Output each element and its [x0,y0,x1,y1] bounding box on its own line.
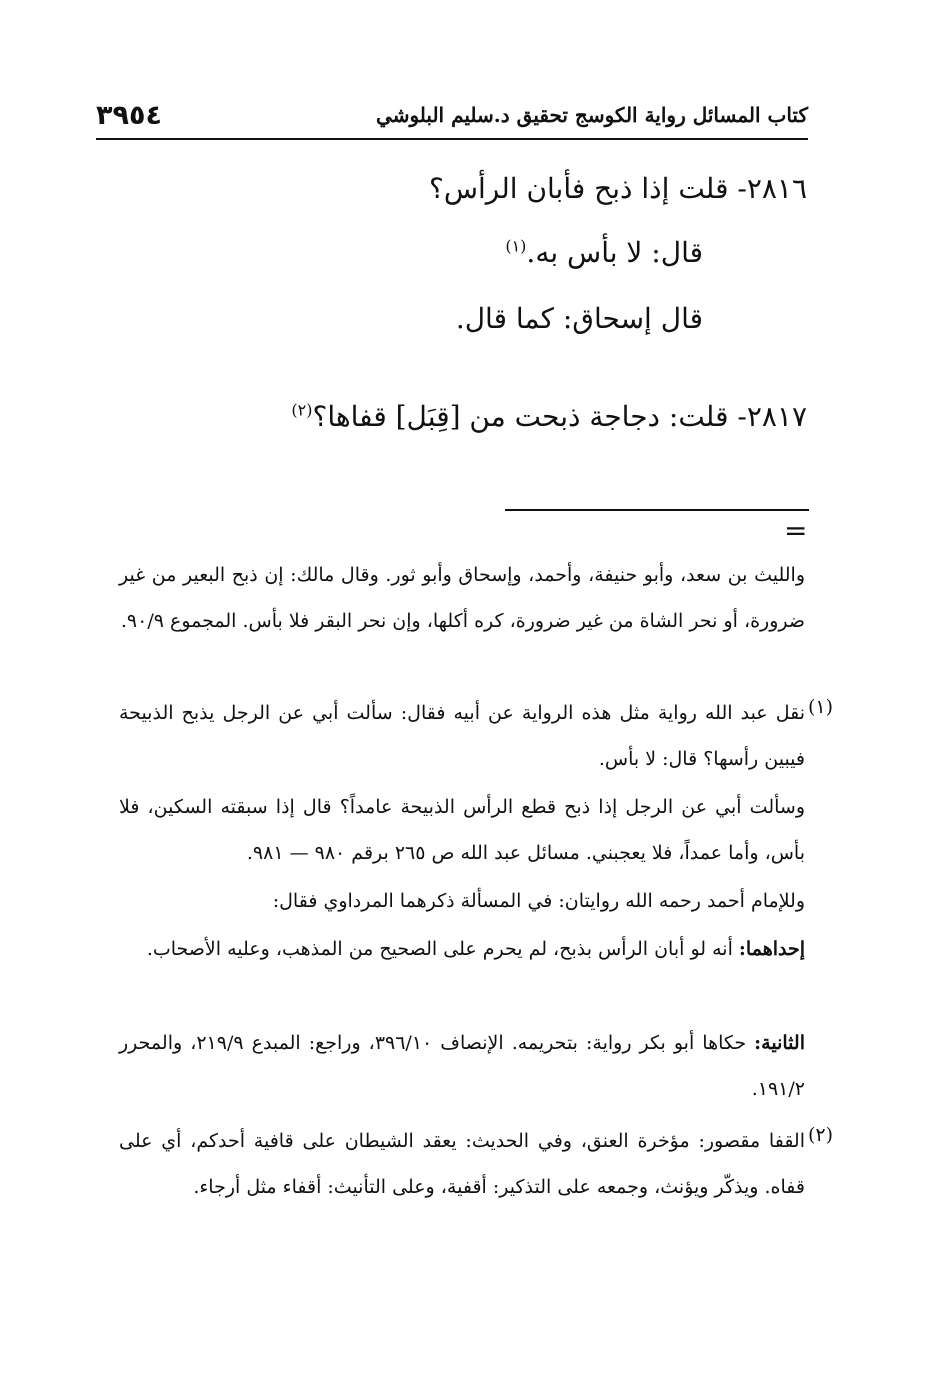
answer-2816 [505,236,703,269]
ishaq-2816 [456,302,703,335]
label-first: إحداهما: [738,938,805,960]
footnote-marker-2: (٢) [807,1124,833,1146]
footnote-1-p3: وللإمام أحمد رحمه الله روايتان: في المسألة ذكرهما المرداوي فقال: [272,890,805,912]
footnote-1-p5 [119,1020,805,1112]
page-header [96,92,808,140]
footnote-continuation: والليث بن سعد، وأبو حنيفة، وأحمد، وإسحاق وأبو ثور. وقال مالك: إن ذبح البعير من غير ضرورة، أو نحر الشاة من غير ضرورة، كره أكلها، وإن نحر البقر فلا بأس. المجموع ٩٠/٩. [119,564,805,632]
footnote-ref-2[interactable]: (٢) [291,400,313,420]
book-title: كتاب المسائل رواية الكوسج تحقيق د.سليم البلوشي [376,103,808,127]
footnote-2-text: القفا مقصور: مؤخرة العنق، وفي الحديث: يعقد الشيطان على قافية أحدكم، أي على قفاه. ويذكّر ويؤنث، وجمعه على التذكير: أقفية، وعلى التأنيث: أقفاء مثل أرجاء. [119,1130,805,1198]
footnote-ref-1[interactable]: (١) [505,236,527,256]
footnote-separator [505,509,809,511]
question-number: ٢٨١٧- [737,400,807,433]
question-2817 [291,400,807,433]
question-2816 [429,172,807,205]
footnote-1-p2: وسألت أبي عن الرجل إذا ذبح قطع الرأس الذبيحة عامداً؟ قال إذا سبقته السكين، فلا بأس، وأما عمداً، فلا يعجبني. مسائل عبد الله ص ٢٦٥ برقم ٩٨٠ — ٩٨١. [119,796,805,864]
question-text: قلت: دجاجة ذبحت من [قِبَل] قفاها؟ [312,400,729,433]
answer-text: قال: لا بأس به. [526,236,703,269]
footnote-1-p5-text: حكاها أبو بكر رواية: بتحريمه. الإنصاف ٣٩٦/١٠، وراجع: المبدع ٢١٩/٩، والمحرر ١٩١/٢. [119,1032,805,1100]
footnote-1-p4 [119,926,805,972]
footnote-marker-1: (١) [807,696,833,718]
question-text: قلت إذا ذبح فأبان الرأس؟ [428,172,729,205]
label-second: الثانية: [754,1032,805,1054]
footnote-1-p4-text: أنه لو أبان الرأس بذبح، لم يحرم على الصحيح من المذهب، وعليه الأصحاب. [146,938,733,960]
question-number: ٢٨١٦- [737,172,807,205]
page-number: ٣٩٥٤ [96,99,162,131]
continuation-mark: = [784,514,808,547]
ishaq-text: قال إسحاق: كما قال. [455,302,703,335]
footnote-1-p1: نقل عبد الله رواية مثل هذه الرواية عن أبيه فقال: سألت أبي عن الرجل يذبح الذبيحة فيبين رأسها؟ قال: لا بأس. [119,702,805,770]
